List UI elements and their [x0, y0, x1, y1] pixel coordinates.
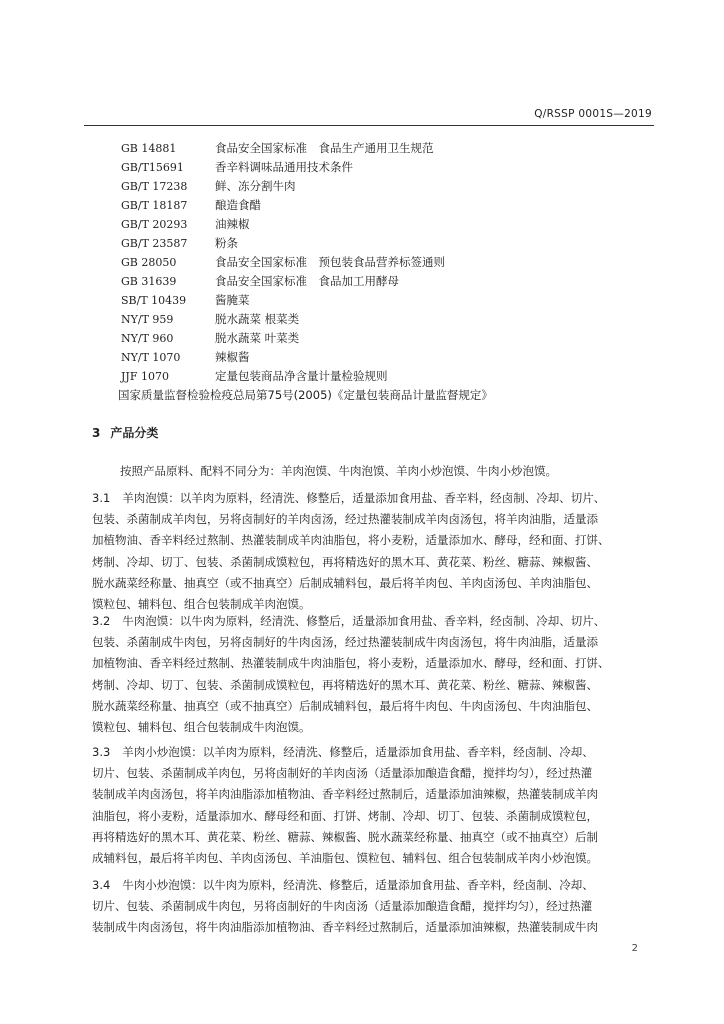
- reference-item: [121, 253, 681, 272]
- clause-number: 3.4: [92, 878, 111, 892]
- reference-title: 粉条: [215, 236, 238, 250]
- clause-line: 切片、包装、杀菌制成牛肉包，另将卤制好的牛肉卤汤（适量添加酿造食醋，搅拌均匀），经过热灌: [92, 899, 593, 914]
- clause-line: 加植物油、香辛料经过熬制、热灌装制成羊肉油脂包，将小麦粉，适量添加水、酵母，经和面、打饼、: [92, 533, 610, 548]
- clause-line: 包装、杀菌制成牛肉包，另将卤制好的牛肉卤汤，经过热灌装制成牛肉卤汤包，将牛肉油脂，适量添: [92, 635, 598, 650]
- reference-code: GB/T 23587: [121, 237, 188, 250]
- clause-line: [92, 488, 662, 509]
- clause-3-1: [92, 488, 662, 615]
- reference-title: 食品安全国家标准 食品加工用酵母: [215, 274, 399, 288]
- reference-code: GB/T 20293: [121, 218, 188, 231]
- reference-code: GB/T15691: [121, 161, 184, 174]
- clause-text: 羊肉泡馍：以羊肉为原料，经清洗、修整后，适量添加食用盐、香辛料，经卤制、冷却、切片、: [122, 491, 606, 505]
- page-number: 2: [631, 943, 638, 954]
- reference-title: 定量包装商品净含量计量检验规则: [215, 369, 388, 383]
- reference-code: GB 14881: [121, 142, 177, 155]
- clause-line: 再将精选好的黑木耳、黄花菜、粉丝、糖蒜、辣椒酱、脱水蔬菜经称量、抽真空（或不抽真空）后制: [92, 829, 598, 844]
- reference-code: NY/T 959: [121, 313, 174, 326]
- clause-line: 包装、杀菌制成羊肉包，另将卤制好的羊肉卤汤，经过热灌装制成羊肉卤汤包，将羊肉油脂，适量添: [92, 512, 598, 527]
- reference-code: GB/T 17238: [121, 180, 188, 193]
- clause-line: 成辅料包，最后将羊肉包、羊肉卤汤包、羊油脂包、馍粒包、辅料包、组合包装制成羊肉小炒泡馍。: [92, 850, 598, 865]
- reference-title: 辣椒酱: [215, 350, 250, 364]
- clause-number: 3.2: [92, 614, 111, 628]
- reference-code: NY/T 960: [121, 332, 174, 345]
- section-heading: [92, 424, 158, 441]
- clause-3-2: [92, 611, 662, 738]
- clause-line: 切片、包装、杀菌制成羊肉包，另将卤制好的羊肉卤汤（适量添加酿造食醋，搅拌均匀），经过热灌: [92, 766, 593, 781]
- reference-regulation-note: 国家质量监督检验检疫总局第75号(2005)《定量包装商品计量监督规定》: [118, 388, 493, 402]
- reference-code: JJF 1070: [121, 370, 169, 383]
- reference-item: [121, 215, 681, 234]
- clause-3-4: [92, 875, 662, 939]
- reference-item: [121, 177, 681, 196]
- reference-item: [121, 291, 681, 310]
- reference-title: 脱水蔬菜 根菜类: [215, 312, 300, 326]
- reference-code: GB/T 18187: [121, 199, 188, 212]
- reference-title: 酱腌菜: [215, 293, 250, 307]
- clause-line: 脱水蔬菜经称量、抽真空（或不抽真空）后制成辅料包，最后将羊肉包、羊肉卤汤包、羊肉油脂包、: [92, 575, 598, 590]
- reference-title: 油辣椒: [215, 217, 250, 231]
- reference-title: 鲜、冻分割牛肉: [215, 179, 296, 193]
- reference-title: 食品安全国家标准 预包装食品营养标签通则: [215, 255, 445, 269]
- reference-title: 香辛料调味品通用技术条件: [215, 160, 353, 174]
- reference-code: GB 31639: [121, 275, 177, 288]
- header-rule: [84, 125, 654, 126]
- section-title: 产品分类: [110, 426, 159, 440]
- clause-number: 3.1: [92, 491, 111, 505]
- reference-code: NY/T 1070: [121, 351, 181, 364]
- reference-title: 食品安全国家标准 食品生产通用卫生规范: [215, 141, 434, 155]
- clause-3-3: [92, 742, 662, 869]
- reference-item: [121, 139, 681, 158]
- reference-item: [121, 272, 681, 291]
- reference-code: GB 28050: [121, 256, 177, 269]
- clause-line: 油脂包，将小麦粉，适量添加水、酵母经和面、打饼、烤制、冷却、切丁、包装、杀菌制成馍粒包，: [92, 808, 598, 823]
- clause-text: 牛肉泡馍：以牛肉为原料，经清洗、修整后，适量添加食用盐、香辛料，经卤制、冷却、切片、: [122, 614, 606, 628]
- reference-title: 酿造食醋: [215, 198, 261, 212]
- clause-text: 牛肉小炒泡馍：以牛肉为原料，经清洗、修整后，适量添加食用盐、香辛料，经卤制、冷却、: [122, 878, 594, 892]
- clause-line: 馍粒包、辅料包、组合包装制成羊肉泡馍。: [92, 596, 311, 611]
- clause-line: 脱水蔬菜经称量、抽真空（或不抽真空）后制成辅料包，最后将牛肉包、牛肉卤汤包、牛肉油脂包、: [92, 698, 598, 713]
- reference-item: [121, 367, 681, 386]
- clause-line: 烤制、冷却、切丁、包装、杀菌制成馍粒包，再将精选好的黑木耳、黄花菜、粉丝、糖蒜、辣椒酱、: [92, 554, 598, 569]
- reference-item: [121, 196, 681, 215]
- reference-title: 脱水蔬菜 叶菜类: [215, 331, 300, 345]
- clause-line: [92, 611, 662, 632]
- clause-line: 加植物油、香辛料经过熬制、热灌装制成牛肉油脂包，将小麦粉，适量添加水、酵母，经和面、打饼、: [92, 656, 610, 671]
- reference-item: [121, 348, 681, 367]
- reference-item: [121, 158, 681, 177]
- clause-text: 羊肉小炒泡馍：以羊肉为原料，经清洗、修整后，适量添加食用盐、香辛料，经卤制、冷却、: [122, 745, 594, 759]
- clause-line: 馍粒包、辅料包、组合包装制成牛肉泡馍。: [92, 719, 311, 734]
- clause-line: [92, 875, 662, 896]
- normative-references-list: [118, 139, 681, 405]
- clause-line: [92, 742, 662, 763]
- reference-item: [121, 329, 681, 348]
- document-code: Q/RSSP 0001S—2019: [534, 108, 652, 120]
- clause-line: 烤制、冷却、切丁、包装、杀菌制成馍粒包，再将精选好的黑木耳、黄花菜、粉丝、糖蒜、辣椒酱、: [92, 677, 598, 692]
- clause-line: 装制成牛肉卤汤包，将牛肉油脂添加植物油、香辛料经过熬制后，适量添加油辣椒，热灌装制成牛肉: [92, 920, 598, 935]
- clause-line: 装制成羊肉卤汤包，将羊肉油脂添加植物油、香辛料经过熬制后，适量添加油辣椒，热灌装制成羊肉: [92, 787, 598, 802]
- reference-item: [121, 310, 681, 329]
- clause-number: 3.3: [92, 745, 111, 759]
- reference-item: [121, 234, 681, 253]
- section-number: 3: [92, 426, 101, 440]
- reference-code: SB/T 10439: [121, 294, 187, 307]
- section-intro: 按照产品原料、配料不同分为：羊肉泡馍、牛肉泡馍、羊肉小炒泡馍、牛肉小炒泡馍。: [120, 464, 557, 478]
